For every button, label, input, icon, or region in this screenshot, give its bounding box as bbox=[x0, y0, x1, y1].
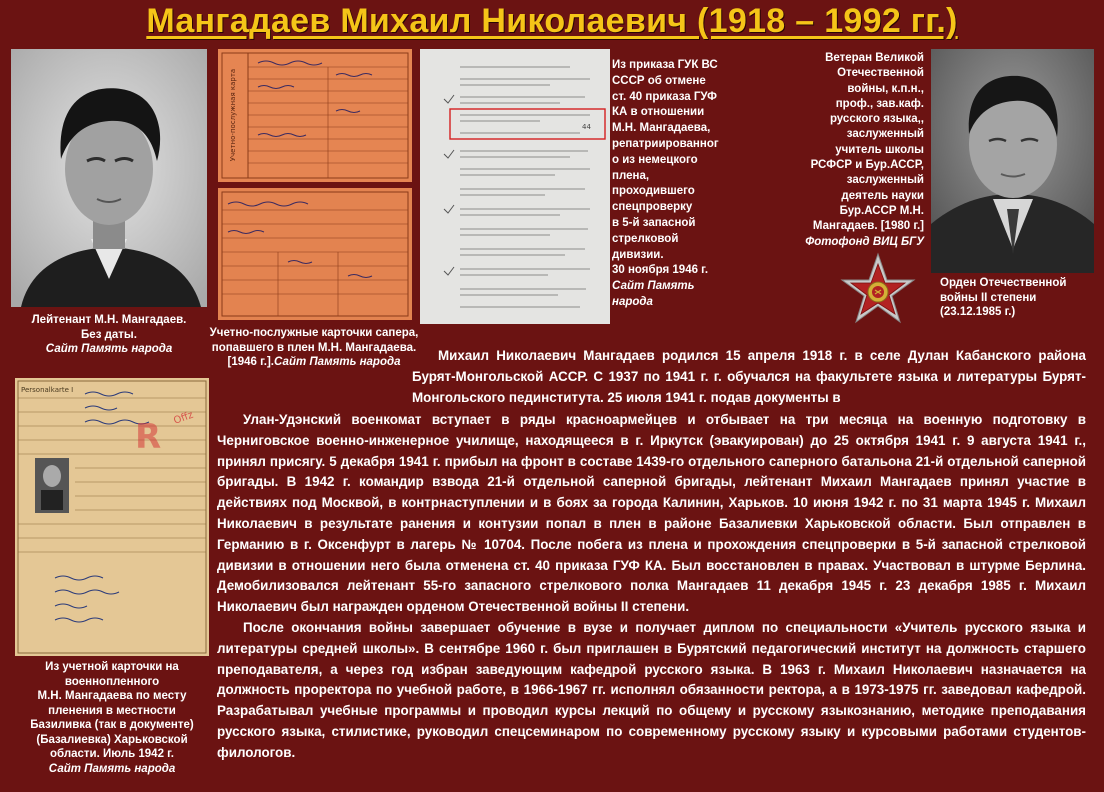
caption-line: попавшего в плен М.Н. Мангадаева. bbox=[211, 341, 417, 354]
bio-paragraph-2-3 bbox=[217, 410, 1086, 764]
caption-line: войны II степени bbox=[940, 291, 1037, 304]
caption-source: народа bbox=[612, 295, 653, 308]
photo-lieutenant-caption bbox=[11, 313, 207, 357]
caption-line: русского языка,, bbox=[829, 113, 924, 126]
caption-line: спецпроверку bbox=[612, 201, 693, 214]
pow-card bbox=[15, 378, 209, 656]
order-number-text: 44 bbox=[582, 123, 591, 131]
caption-line: области. Июль 1942 г. bbox=[49, 748, 174, 760]
order-document bbox=[420, 49, 610, 324]
caption-line: войны, к.п.н., bbox=[847, 82, 924, 95]
bio-text: После окончания войны завершает обучение в вузе и получает диплом по специальности «Учитель русского языка и литературы средней школы». В сентябре 1960 г. был приглашен в Бурятский педагогический институт на должность старшего преподавателя, а через год избран заведующим кафедрой русского языка. В 1963 г. Михаил Николаевич назначается на должность проректора по учебной работе, в 1966-1967 гг. исполнял обязанности ректора, а в 1973-1975 гг. заведовал кафедрой. Разрабатывал учебные программы и проводил курсы лекций по общему и русскому языкознанию, методике преподавания русского языка, стилистике, руководил спецсеминаром по современному русскому языку и курсовыми работами студентов-филологов. bbox=[217, 619, 1086, 760]
caption-line: Орден Отечественной bbox=[940, 277, 1067, 289]
card-header-text: Учетно-послужная карта bbox=[229, 68, 237, 162]
caption-line: ст. 40 приказа ГУФ bbox=[612, 90, 717, 103]
caption-line: РСФСР и Бур.АССР, bbox=[810, 159, 924, 172]
medal-caption bbox=[940, 276, 1100, 320]
caption-line: Базиливка (так в документе) bbox=[30, 719, 194, 731]
service-card-bottom bbox=[218, 188, 412, 320]
veteran-caption bbox=[800, 51, 924, 250]
caption-line: Отечественной bbox=[837, 67, 924, 80]
caption-line: Лейтенант М.Н. Мангадаев. bbox=[31, 314, 187, 326]
bio-paragraph-1 bbox=[412, 346, 1086, 408]
caption-source: Сайт Память народа bbox=[273, 356, 401, 368]
caption-date: [1946 г.]. bbox=[227, 356, 274, 368]
order-caption bbox=[612, 58, 732, 311]
caption-line: проф., зав.каф. bbox=[835, 97, 924, 110]
pow-card-mark: R bbox=[135, 417, 162, 457]
caption-line: о из немецкого bbox=[612, 153, 698, 166]
caption-line: Мангадаев. [1980 г.] bbox=[812, 220, 924, 233]
caption-line: пленения в местности bbox=[48, 704, 176, 717]
caption-line bbox=[203, 355, 425, 370]
caption-line: заслуженный bbox=[846, 128, 924, 141]
caption-line: КА в отношении bbox=[612, 106, 705, 119]
caption-line: (Базалиевка) Харьковской bbox=[36, 733, 188, 746]
caption-line: репатриированног bbox=[612, 137, 719, 150]
photo-veteran bbox=[931, 49, 1094, 273]
caption-line: М.Н. Мангадаева, bbox=[612, 122, 711, 135]
caption-line: 30 ноября 1946 г. bbox=[612, 264, 709, 277]
caption-line: (23.12.1985 г.) bbox=[940, 306, 1016, 318]
caption-source: Сайт Память bbox=[612, 280, 695, 293]
caption-line: Ветеран Великой bbox=[825, 52, 924, 64]
caption-line: Из приказа ГУК ВС bbox=[612, 59, 718, 71]
bio-text: Улан-Удэнский военкомат вступает в ряды красноармейцев и отбывает на три месяца на военную подготовку в Черниговское военно-инженерное училище, находящееся в г. Иркутск (эвакуирован) до 25 октября 1941 г. 9 августа 1941 г., принял присягу. 5 декабря 1941 г. прибыл на фронт в составе 1439-го отдельного саперного батальона 21-й отдельной саперной бригады. В 1942 г. командир взвода 21-й отдельной саперной бригады, лейтенант Михаил Мангадаев принял участие в действиях под Москвой, в контрнаступлении и в боях за города Калинин, Харьков. 10 июня 1942 г. по 31 марта 1945 г. Михаил Николаевич в результате ранения и контузии попал в плен в районе Базалиевки Харьковской области. Был отправлен в Германию в г. Оксенфурт в лагерь № 10704. После побега из плена и прохождения спецпроверки в 5-й запасной стрелковой дивизии в отношении него была отменена ст. 40 приказа ГУФ КА. Был восстановлен в правах. Участвовал в штурме Берлина. Демобилизовался лейтенант 55-го запасного стрелкового полка Мангадаев 11 декабря 1945 г. 23 декабря 1985 г. Михаил Николаевич был награжден орденом Отечественной войны II степени. bbox=[217, 412, 1086, 615]
caption-line: М.Н. Мангадаева по месту bbox=[37, 690, 187, 702]
pow-card-code: Offz bbox=[172, 409, 195, 427]
service-card-top-image bbox=[218, 49, 412, 182]
service-cards-caption bbox=[203, 326, 425, 370]
bio-text: Михаил Николаевич Мангадаев родился 15 апреля 1918 г. в селе Дулан Кабанского района Бурят-Монгольской АССР. С 1937 по 1941 г. г. обучался на факультете языка и литературы Бурят-Монгольского пединститута. 25 июля 1941 г. подав документы в bbox=[412, 348, 1086, 405]
order-document-image bbox=[420, 49, 610, 324]
caption-line: Без даты. bbox=[81, 328, 137, 341]
caption-line: заслуженный bbox=[846, 174, 924, 187]
caption-line: проходившего bbox=[612, 185, 695, 198]
portrait-young-image bbox=[11, 49, 207, 307]
caption-line: военнопленного bbox=[64, 675, 160, 688]
pow-card-image bbox=[15, 378, 209, 656]
caption-line: Учетно-послужные карточки сапера, bbox=[209, 327, 419, 339]
caption-line: Из учетной карточки на bbox=[45, 661, 179, 673]
order-medal bbox=[838, 252, 918, 332]
caption-line: СССР об отмене bbox=[612, 74, 706, 87]
service-card-top bbox=[218, 49, 412, 182]
service-card-bottom-image bbox=[218, 188, 412, 320]
caption-line: учитель школы bbox=[835, 143, 924, 156]
portrait-old-image bbox=[931, 49, 1094, 273]
caption-line: в 5-й запасной bbox=[612, 216, 696, 229]
pow-card-caption bbox=[8, 660, 216, 776]
caption-source: Сайт Память народа bbox=[48, 762, 176, 775]
caption-source: Фотофонд ВИЦ БГУ bbox=[805, 235, 924, 248]
page-title: Мангадаев Михаил Николаевич (1918 – 1992 гг.) bbox=[146, 2, 958, 40]
caption-line: стрелковой bbox=[612, 232, 679, 245]
medal-star-icon bbox=[838, 252, 918, 332]
caption-line: плена, bbox=[612, 169, 650, 182]
photo-lieutenant bbox=[11, 49, 207, 307]
caption-source: Сайт Память народа bbox=[45, 343, 173, 355]
caption-line: Бур.АССР М.Н. bbox=[839, 204, 924, 217]
pow-card-header-text: Personalkarte I bbox=[21, 386, 74, 394]
caption-line: дивизии. bbox=[612, 248, 664, 261]
caption-line: деятель науки bbox=[841, 189, 924, 202]
